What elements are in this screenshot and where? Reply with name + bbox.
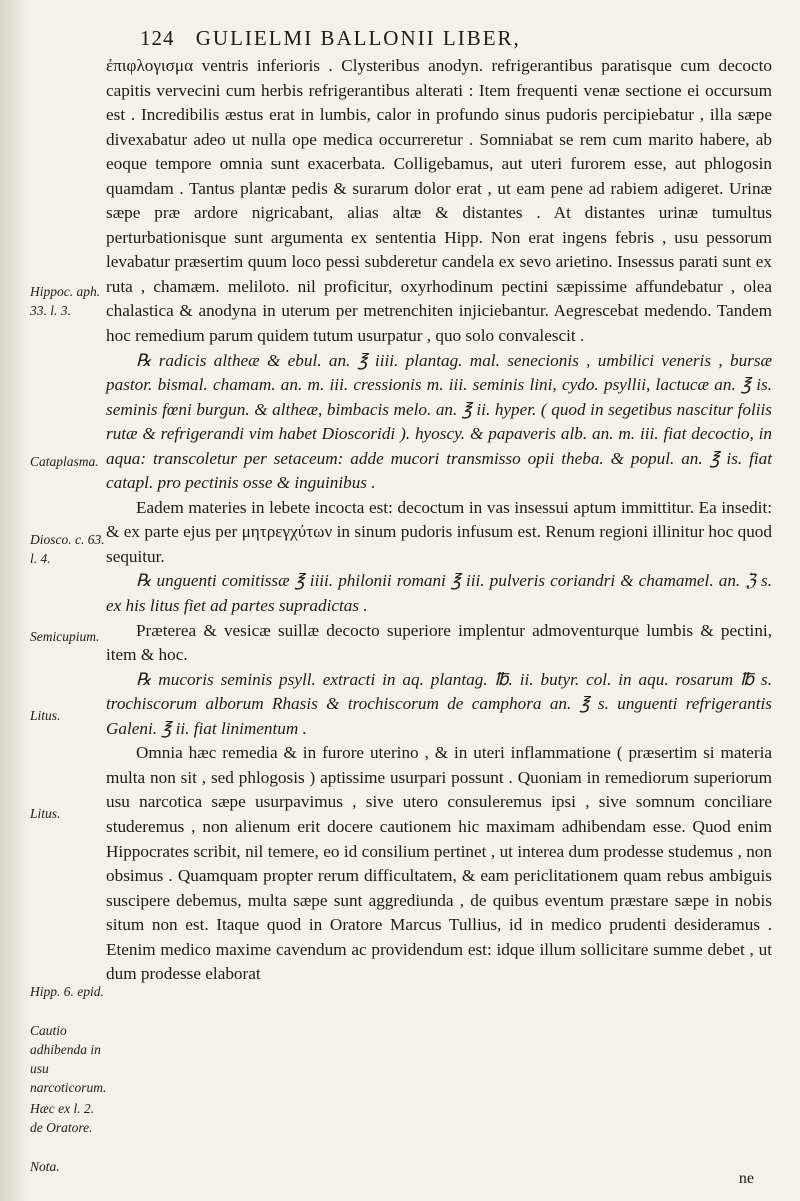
body-text xyxy=(106,54,772,987)
paragraph-semicupium: Eadem materies in lebete incocta est: decoctum in vas insessui aptum immittitur. Ea insedit: & ex parte ejus per μητρεγχύτων in sinum pudoris infusum est. Renum regioni illinitur hoc quod sequitur. xyxy=(106,497,772,566)
running-title: GULIELMI BALLONII LIBER, xyxy=(195,26,521,50)
paragraph-case-narrative: ἐπιφλογισμα ventris inferioris . Clysteribus anodyn. refrigerantibus paratisque cum decocto capitis vervecini cum herbis refrigerantibus alterati : Item frequenti venæ sectione ei occursum est . Incredibilis æstus erat in lumbis, calor in profundo sinus pudoris percipiebatur , illa sæpe divexabatur adeo ut nulla ope medica occurreretur . Somniabat se rem cum marito habere, ab eoque tempore omnia sunt exacerbata. Colligebamus, aut uteri furorem esse, aut phlogosin quamdam . Tantus plantæ pedis & surarum dolor erat , ut eam pene ad rabiem adigeret. Urinæ sæpe præ ardore nigricabant, alias altæ & distantes . At distantes urinæ tumultus perturbationisque sunt argumenta ex sententia Hipp. Non erat ingens febris , usu pessorum levabatur præsertim quum loco pessi subderetur candela ex sevo arietino. Insessus parati sunt ex ruta , chamæm. meliloto. nil proficitur, oxyrhodinum pectini sæpissime affundebatur , olea chalastica & anodyna in uterum per metrenchiten injiciebantur. Aegrescebat medendo. Tandem hoc remedium parum quidem tutum usurpatur , quo solo convalescit . xyxy=(106,56,772,346)
running-header xyxy=(140,26,780,51)
page-number: 124 xyxy=(140,26,175,50)
marginal-note-cautio: Cautio adhibenda in usu narcoticorum. xyxy=(30,1023,107,1095)
paragraph-cautio: Omnia hæc remedia & in furore uterino , & in uteri inflammatione ( præsertim si materia multa non sit , sed phlogosis ) aptissime usurpari possunt . Quoniam in remediorum superiorum usu narcotica sæpe usurpavimus , sive utero consuleremus ipsi , sive somnum conciliare studeremus , non alienum erit docere cautionem hic maximam adhibendam esse. Quod enim Hippocrates scribit, nil temere, eo id consilium pertinet , ut interea dum prodesse studemus , non obsimus . Quamquam propter rerum difficultatem, & eam periclitationem quam rebus ambiguis suscipere debemus, multa sæpe sunt aggrediunda , de quibus eventum præstare sæpe in nobis situm non est. Itaque quod in Oratore Marcus Tullius, id in medico prudenti desideramus . Etenim medico maxime cavendum ac providendum est: idque illum sollicitare summe debet , ut dum prodesse elaborat xyxy=(106,743,772,984)
prescription-litus-1: ℞ unguenti comitissæ ℥ iiii. philonii romani ℥ iii. pulveris coriandri & chamamel. an. ℨ s. ex his litus fiet ad partes supradictas . xyxy=(106,571,772,616)
marginal-note-cataplasma: Cataplasma. xyxy=(30,454,99,469)
paragraph-vesica: Præterea & vesicæ suillæ decocto superiore implentur admoventurque lumbis & pectini, item & hoc. xyxy=(106,620,772,665)
prescription-cataplasm: ℞ radicis altheæ & ebul. an. ℥ iiii. plantag. mal. senecionis , umbilici veneris , bursæ pastor. bismal. chamam. an. m. iii. cressionis m. iii. seminis lini, cydo. psyllii, lactucæ an. ℥ is. seminis fœni burgun. & altheæ, bimbacis melo. an. ℥ ii. hyper. ( quod in segetibus nascitur foliis rutæ & refrigerandi vim habet Dioscoridi ). hyoscy. & papaveris alb. an. m. iii. fiat decoctio, in aqua: transcoletur per setaceum: adde mucori transmisso opii theba. & popul. an. ℥ is. fiat catapl. pro pectinis osse & inguinibus . xyxy=(106,350,772,493)
marginal-note-de-oratore: Hæc ex l. 2. de Oratore. xyxy=(30,1101,95,1135)
marginal-note-nota: Nota. xyxy=(30,1159,60,1174)
page-gutter-shadow xyxy=(0,0,30,1201)
marginal-note-diosco: Diosco. c. 63. l. 4. xyxy=(30,532,105,566)
prescription-litus-2: ℞ mucoris seminis psyll. extracti in aq. plantag. ℔. ii. butyr. col. in aqu. rosarum ℔ s. trochiscorum alborum Rhasis & trochiscorum de camphora an. ℥ s. unguenti refrigerantis Galeni. ℥ ii. fiat linimentum . xyxy=(106,669,772,738)
marginal-note-hippoc: Hippoc. aph. 33. l. 3. xyxy=(30,284,101,318)
marginal-note-litus-1: Litus. xyxy=(30,708,61,723)
marginal-note-semicupium: Semicupium. xyxy=(30,629,100,644)
marginal-note-litus-2: Litus. xyxy=(30,806,61,821)
catchword: ne xyxy=(738,1170,754,1187)
marginal-note-hipp-epid: Hipp. 6. epid. xyxy=(30,984,104,999)
